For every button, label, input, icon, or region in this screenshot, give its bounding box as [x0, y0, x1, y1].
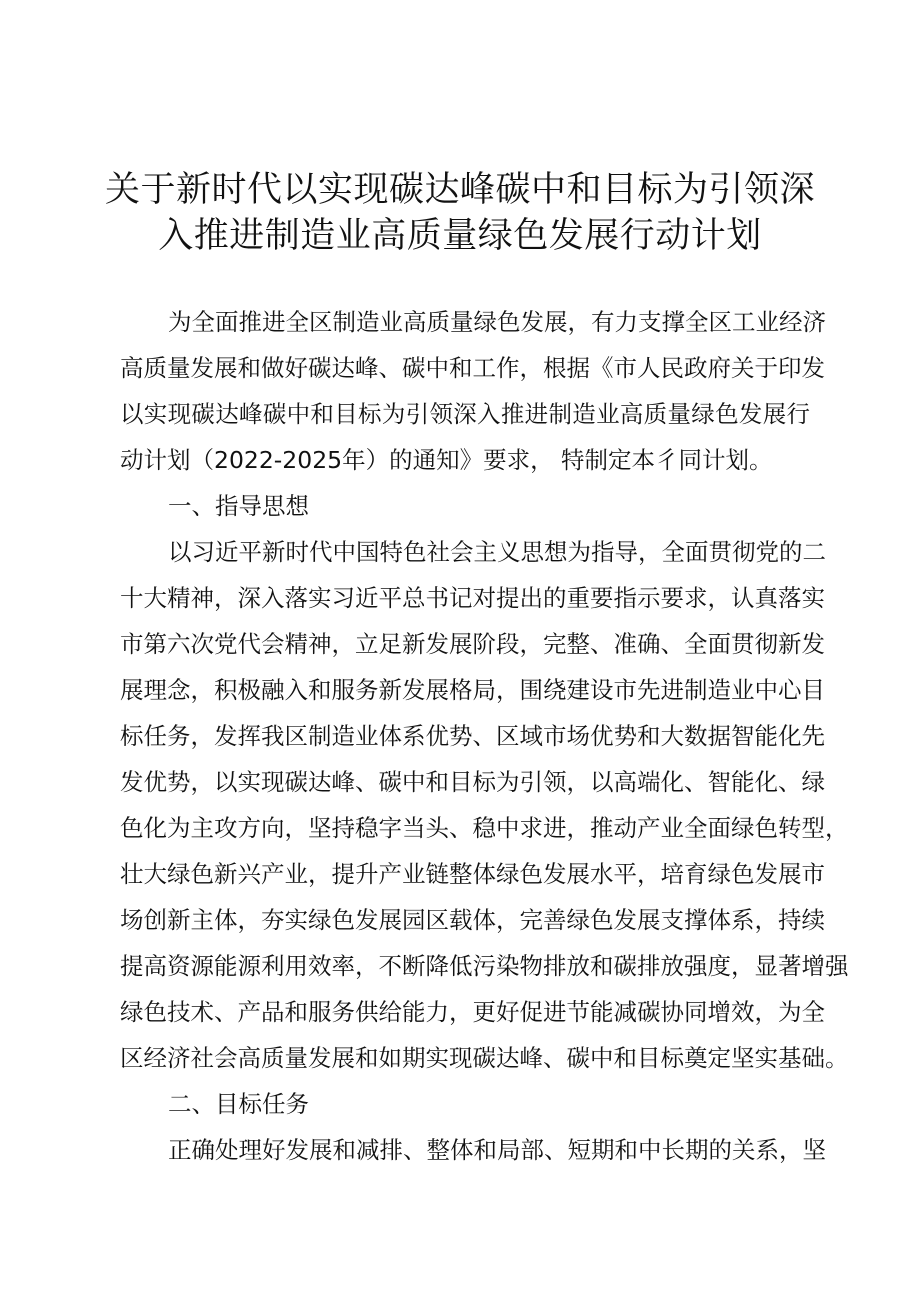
section-2-line-1: 正确处理好发展和减排、整体和局部、短期和中长期的关系，坚	[168, 1136, 826, 1164]
intro-line-2: 高质量发展和做好碳达峰、碳中和工作，根据《市人民政府关于印发	[120, 354, 825, 382]
section-1-line-7: 色化为主攻方向，坚持稳字当头、稳中求进，推动产业全面绿色转型，	[120, 814, 849, 842]
section-1-heading: 一、指导思想	[168, 492, 309, 520]
section-1-line-3: 市第六次党代会精神，立足新发展阶段，完整、准确、全面贯彻新发	[120, 630, 825, 658]
section-1-line-6: 发优势，以实现碳达峰、碳中和目标为引领，以高端化、智能化、绿	[120, 768, 825, 796]
intro-line-1: 为全面推进全区制造业高质量绿色发展，有力支撑全区工业经济	[168, 308, 826, 336]
section-1-line-4: 展理念，积极融入和服务新发展格局，围绕建设市先进制造业中心目	[120, 676, 825, 704]
section-2-heading: 二、目标任务	[168, 1090, 309, 1118]
section-1-line-9: 场创新主体，夯实绿色发展园区载体，完善绿色发展支撑体系，持续	[120, 906, 825, 934]
section-1-line-8: 壮大绿色新兴产业，提升产业链整体绿色发展水平，培育绿色发展市	[120, 860, 825, 888]
section-1-line-10: 提高资源能源利用效率，不断降低污染物排放和碳排放强度，显著增强	[120, 952, 849, 980]
section-1-line-1: 以习近平新时代中国特色社会主义思想为指导，全面贯彻党的二	[168, 538, 826, 566]
document-title-line-1: 关于新时代以实现碳达峰碳中和目标为引领深	[104, 170, 815, 210]
intro-line-4: 动计划（2022-2025年）的通知》要求， 特制定本彳同计划。	[120, 446, 773, 474]
section-1-line-12: 区经济社会高质量发展和如期实现碳达峰、碳中和目标奠定坚实基础。	[120, 1044, 849, 1072]
document-title-line-2: 入推进制造业高质量绿色发展行动计划	[158, 216, 762, 256]
intro-line-3: 以实现碳达峰碳中和目标为引领深入推进制造业高质量绿色发展行	[120, 400, 810, 428]
section-1-line-5: 标任务，发挥我区制造业体系优势、区域市场优势和大数据智能化先	[120, 722, 825, 750]
section-1-line-11: 绿色技术、产品和服务供给能力，更好促进节能减碳协同增效，为全	[120, 998, 825, 1026]
section-1-line-2: 十大精神，深入落实习近平总书记对提出的重要指示要求，认真落实	[120, 584, 825, 612]
